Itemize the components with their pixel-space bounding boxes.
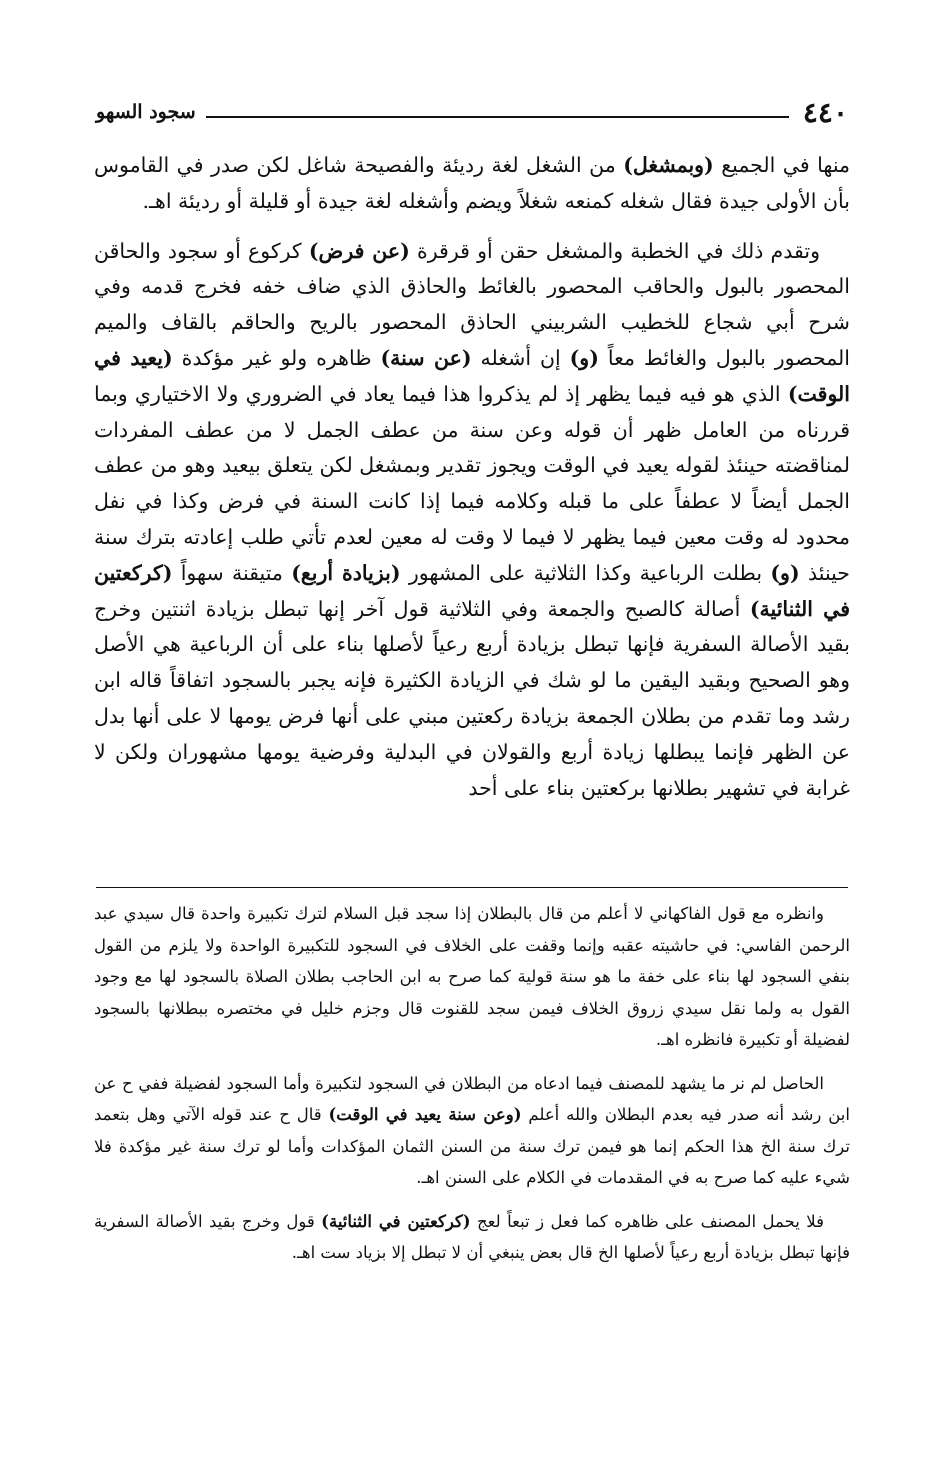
text-run: بطلت الرباعية وكذا الثلاثية على المشهور xyxy=(400,560,771,585)
text-run: متيقنة سهواً xyxy=(172,560,292,585)
bold-matn-term: (كركعتين في الثنائية) xyxy=(321,1211,471,1231)
text-run: الحاصل لم نر ما يشهد للمصنف فيما ادعاه من البطلان في السجود لتكبيرة وأما السجود لفضيلة ففي ح عن ابن رشد أنه صدر فيه بعدم البطلان والله أعلم xyxy=(94,1073,850,1124)
header-rule xyxy=(206,116,789,118)
running-title: سجود السهو xyxy=(96,101,196,123)
page-number: ٤٤٠ xyxy=(802,95,848,129)
bold-matn-term: (كركعتين في الثنائية) xyxy=(94,560,851,621)
bold-matn-term: (و) xyxy=(770,560,800,585)
footnote-paragraph xyxy=(94,1206,850,1269)
text-run: من الشغل لغة رديئة والفصيحة شاغل لكن صدر في القاموس بأن الأولى جيدة فقال شغله كمنعه شغلاً ويضم وأشغله لغة جيدة أو قليلة أو رديئة اهـ. xyxy=(94,153,850,213)
text-run: إن أشغله xyxy=(471,345,570,370)
bold-matn-term: (بزيادة أربع) xyxy=(291,560,401,585)
main-text xyxy=(94,148,850,806)
text-run: منها في الجميع xyxy=(713,153,851,177)
footnote-paragraph xyxy=(94,898,850,1056)
text-run: وتقدم ذلك في الخطبة والمشغل حقن أو قرقرة xyxy=(409,238,820,263)
bold-matn-term: (عن سنة) xyxy=(380,345,472,370)
footnote-paragraph xyxy=(94,1068,850,1194)
bold-matn-term: (وعن سنة يعيد في الوقت) xyxy=(328,1105,522,1124)
text-run: قول وخرج بقيد الأصالة السفرية فإنها تبطل بزيادة أربع رعياً لأصلها الخ قال بعض ينبغي أن لا تبطل إلا بزياد ست اهـ. xyxy=(94,1211,850,1262)
text-run: ظاهره ولو غير مؤكدة xyxy=(172,345,381,370)
text-run: أصالة كالصبح والجمعة وفي الثلاثية قول آخر إنها تبطل بزيادة اثنتين وخرج بقيد الأصالة السفرية فإنها تبطل بزيادة أربع رعياً لأصلها بناء على أن الرباعية هي الأصل وهو الصحيح وبقيد اليقين ما لو شك في الزيادة الكثيرة فإنه يجبر بالسجود اتفاقاً قاله ابن رشد وما تقدم من بطلان الجمعة بزيادة ركعتين مبني على أنها فرض يومها لا على أنها بدل عن الظهر فإنما يبطلها زيادة أربع والقولان في البدلية وفرضية يومها مشهوران ولكن لا غرابة في تشهير بطلانها بركعتين بناء على أحد xyxy=(94,596,850,800)
text-run: فلا يحمل المصنف على ظاهره كما فعل ز تبعاً لعج xyxy=(470,1211,824,1231)
footnotes xyxy=(94,898,850,1269)
main-paragraph xyxy=(94,234,850,807)
text-run: قال ح عند قوله الآتي وهل بتعمد ترك سنة الخ هذا الحكم إنما هو فيمن ترك سنة من السنن الثمان المؤكدات وأما لو ترك سنة غير مؤكدة فلا شيء عليه كما صرح به في المقدمات في الكلام على السنن اهـ. xyxy=(94,1105,850,1187)
text-run: كركوع أو سجود والحاقن المحصور بالبول والحاقب المحصور بالغائط والحاذق الذي ضاف خفه فخرج قدمه وفي شرح أبي شجاع للخطيب الشربيني الحاذق المحصور بالريح والحاقم بالقاف والميم المحصور بالبول والغائط معاً xyxy=(94,238,850,370)
page-header xyxy=(96,92,848,132)
bold-matn-term: (و) xyxy=(569,345,599,370)
bold-matn-term: (وبمشغل) xyxy=(623,153,714,177)
bold-matn-term: (يعيد في الوقت) xyxy=(94,345,850,406)
text-run: الذي هو فيه فيما يظهر إذ لم يذكروا هذا فيما يعاد في الضروري ولا الاختياري وبما قررناه من العامل ظهر أن قوله وعن سنة من عطف الجمل لا من عطف المفردات لمناقضته حينئذ لقوله يعيد في الوقت ويجوز تقدير وبمشغل لكن يتعلق بيعيد وهو من عطف الجمل أيضاً لا عطفاً على ما قبله وكلامه فيما إذا كانت السنة في فرض وكذا في نفل محدود له وقت معين فيما يظهر لا فيما لا وقت له معين لعدم تأتي طلب إعادته بترك سنة حينئذ xyxy=(94,381,850,585)
bold-matn-term: (عن فرض) xyxy=(308,238,410,263)
main-paragraph xyxy=(94,148,850,220)
text-run: وانظره مع قول الفاكهاني لا أعلم من قال بالبطلان إذا سجد قبل السلام لترك تكبيرة واحدة قال سيدي عبد الرحمن الفاسي: في حاشيته عقبه وإنما وقفت على الخلاف في السجود للتكبيرة الواحدة ولا يلزم من القول بنفي السجود لها بناء على خفة ما هو سنة قولية كما صرح به ابن الحاجب بطلان الصلاة بالسجود لها مع وجود القول به ولما نقل سيدي زروق الخلاف فيمن سجد للقنوت قال وجزم خليل في مختصره ببطلانها بالسجود لفضيلة أو تكبيرة فانظره اهـ. xyxy=(94,904,850,1049)
footnote-separator xyxy=(96,887,848,888)
